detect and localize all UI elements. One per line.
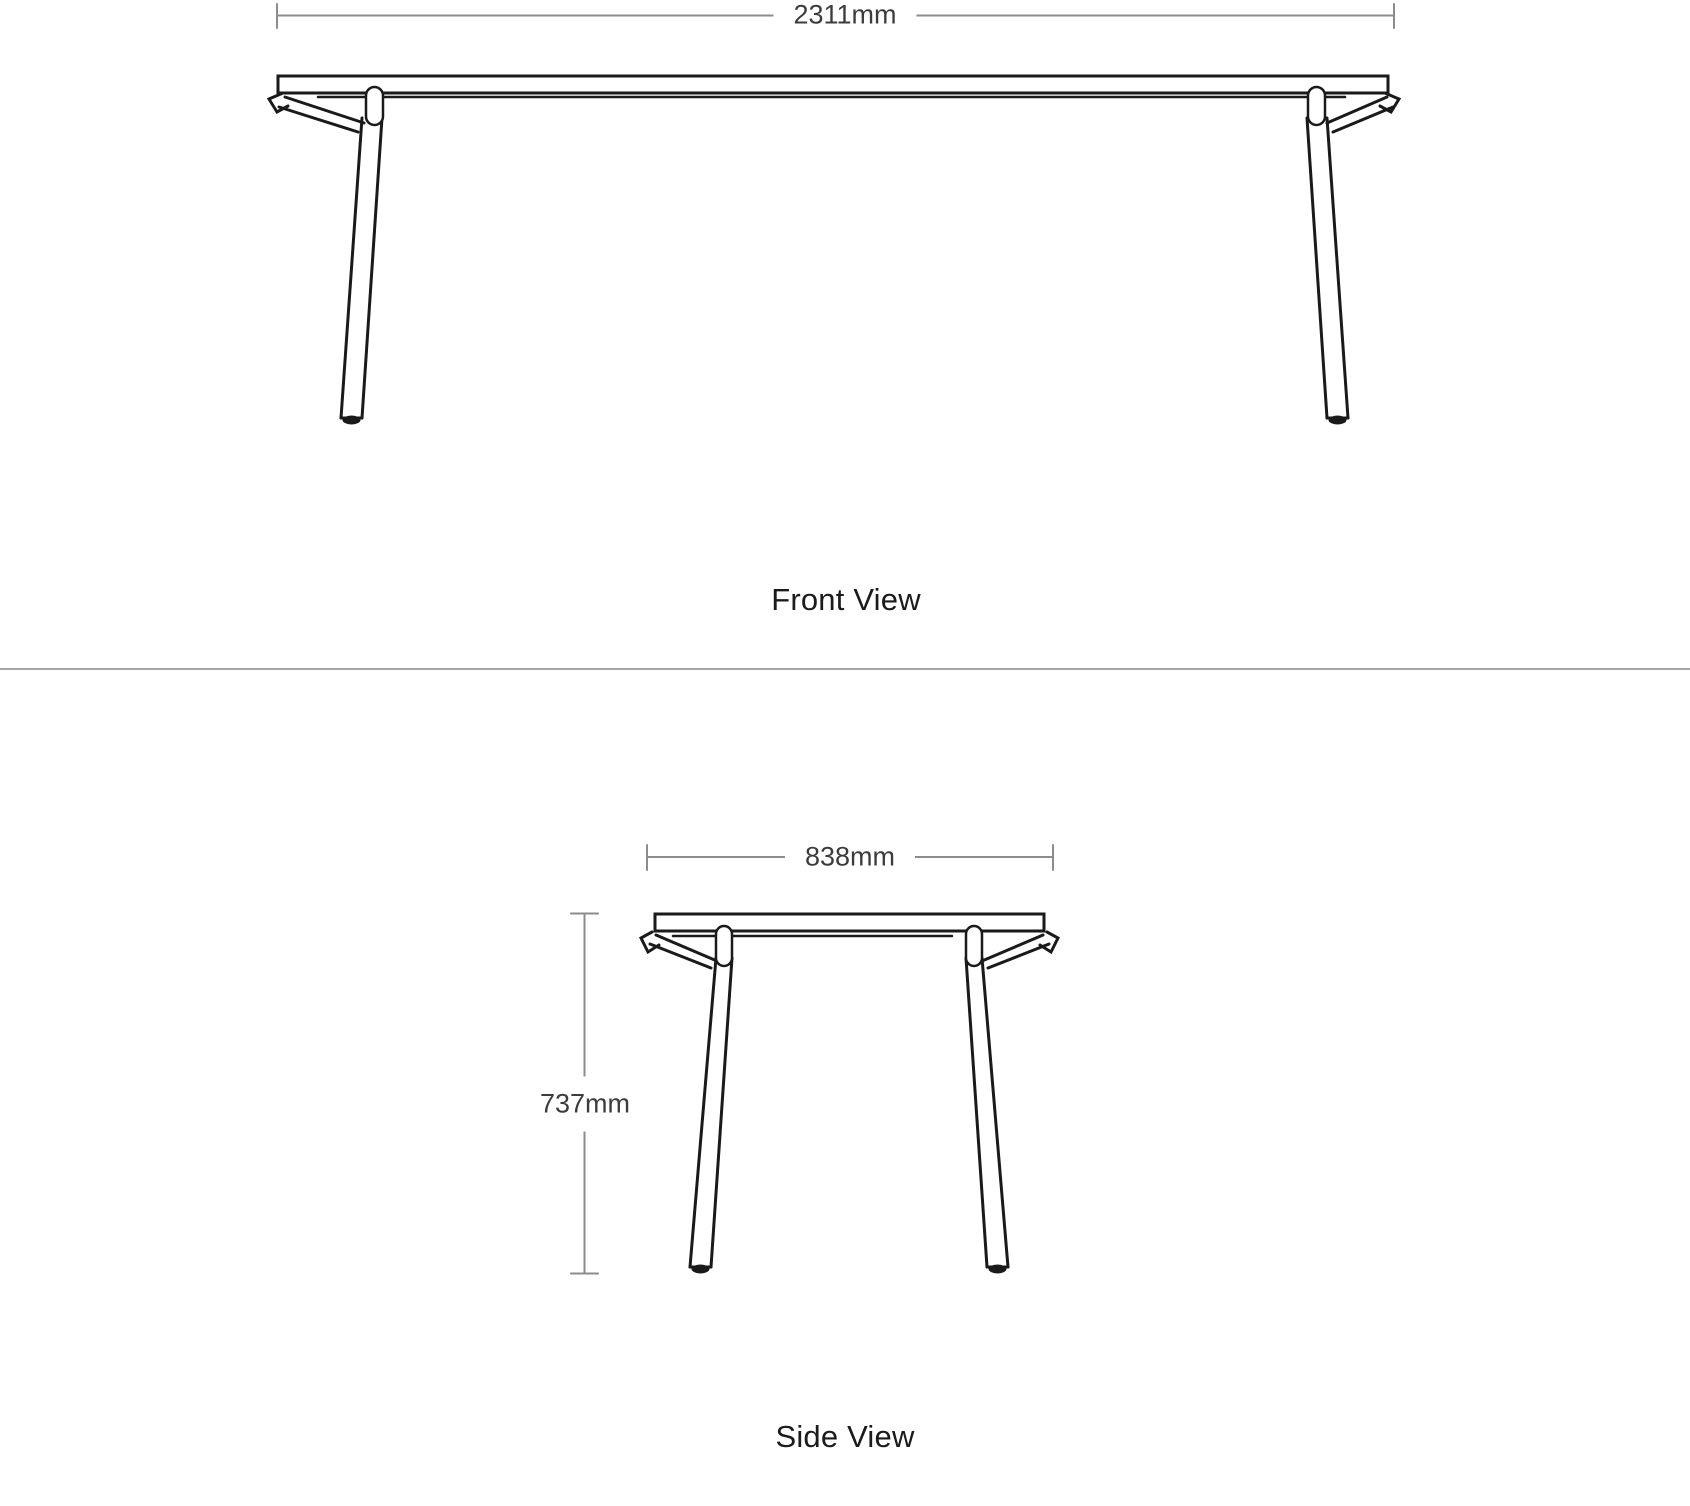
front-right-leg [1307,118,1348,425]
section-divider [0,668,1690,670]
side-view-drawing [571,845,1058,1274]
side-left-dowel-pin [716,926,732,966]
side-left-foot-glide [692,1265,710,1274]
front-left-leg [341,118,382,425]
side-right-dowel-pin [966,926,982,966]
front-view-drawing [269,4,1399,425]
side-depth-dimension-label: 838mm [785,830,915,885]
front-left-brace-lower [279,107,358,132]
side-right-leg [966,958,1008,1274]
side-right-foot-glide [989,1265,1007,1274]
front-left-dowel-pin [366,87,383,125]
front-right-dowel-pin [1308,87,1325,125]
side-height-dimension-label: 737mm [520,1077,650,1132]
front-tabletop [278,76,1388,93]
front-right-brace-lower [1333,107,1393,132]
front-width-dimension-label: 2311mm [773,0,916,43]
side-tabletop [655,914,1044,931]
front-left-foot-glide [343,416,361,425]
front-right-brace-upper [1327,97,1387,123]
side-view-caption: Side View [775,1419,915,1454]
front-view-caption: Front View [771,582,921,617]
side-left-leg [690,958,732,1274]
front-right-foot-glide [1329,416,1347,425]
front-left-brace-upper [285,97,364,123]
